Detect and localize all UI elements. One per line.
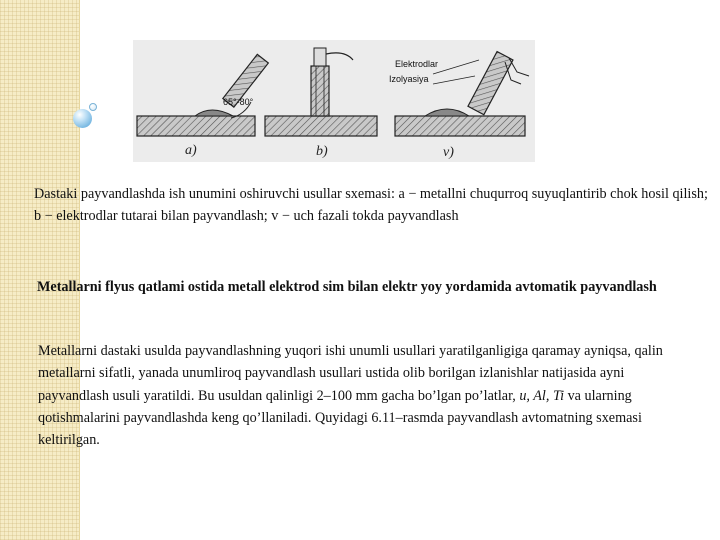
decorative-small-bubble-icon — [89, 103, 97, 111]
body-paragraph — [38, 340, 688, 451]
figure-caption: Dastaki payvandlashda ish unumini oshiruvchi usullar sxemasi: a − metallni chuqurroq suyuqlantirib chok hosil qilish; b − elektrodlar tutarai bilan payvandlash; v − uch fazali tokda payvandlash — [34, 186, 708, 224]
paragraph-text-end: va ularning qotishmalarini payvandlashda keng qo’llaniladi. Quyidagi 6.11–rasmda payvandlash avtomatning sxemasi keltirilgan. — [38, 387, 642, 449]
figure-label-a: a) — [185, 143, 197, 158]
section-heading: Metallarni flyus qatlami ostida metall elektrod sim bilan elektr yoy yordamida avtomatik payvandlash — [37, 279, 657, 295]
figure-label-b: b) — [316, 144, 328, 159]
paragraph-italic-metals: u, Al, Ti — [519, 387, 565, 404]
decorative-bubble-icon — [73, 109, 92, 128]
angle-label: 65°-80° — [223, 97, 254, 107]
paragraph-text-start: Metallarni dastaki usulda payvandlashning yuqori ishi unumli usullari yaratilganligiga qaramay ayniqsa, qalin metallarni sifatli, yanada unumliroq payvandlash usullari ustida olib borilgan izlanishlar natijasida ayni payvandlash usuli yaratildi. Bu usuldan qalinligi 2–100 mm gacha bo’lgan po’latlar, — [38, 343, 663, 404]
electrodes-label: Elektrodlar — [395, 59, 439, 69]
welding-methods-figure — [133, 40, 535, 162]
decorative-side-band — [0, 0, 80, 540]
insulation-label: Izolyasiya — [389, 74, 429, 84]
figure-label-v: v) — [443, 145, 454, 160]
